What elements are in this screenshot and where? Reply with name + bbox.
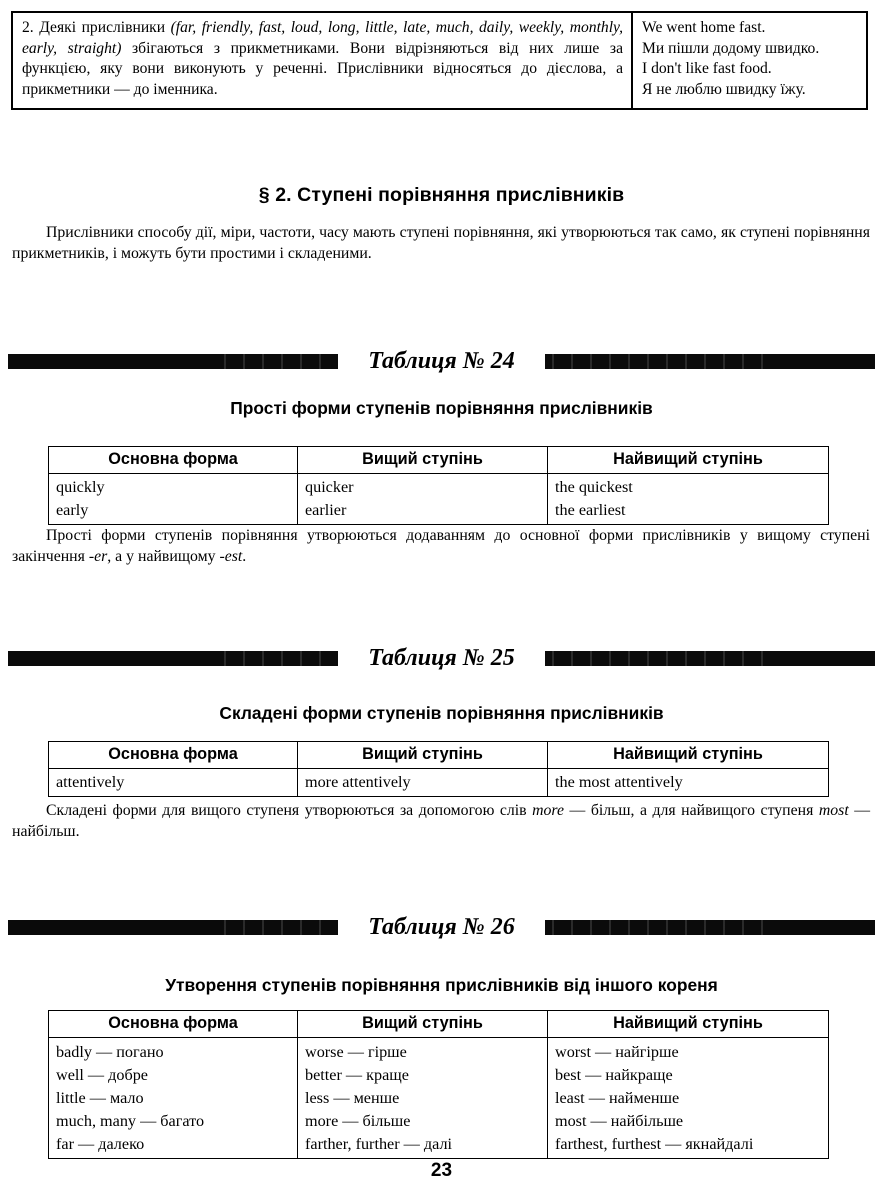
cell-comparative: farther, further — далі [298, 1133, 548, 1159]
table-24 [48, 446, 829, 525]
note-text-part2: збігаються з прикметниками. Вони відрізняються від них лише за функцією, яку вони виконують у реченні. Прислівники відносяться до дієслова, а прикметники — до іменника. [22, 39, 623, 99]
table-header-row [49, 1011, 829, 1038]
note-plain-2: — більш, а для найвищого ступеня [564, 802, 819, 819]
cell-comparative: quicker [298, 474, 548, 500]
cell-base-form: much, many — багато [49, 1110, 298, 1133]
cell-superlative: worst — найгірше [548, 1038, 829, 1065]
cell-base-form: early [49, 499, 298, 525]
cell-comparative: worse — гірше [298, 1038, 548, 1065]
cell-base-form: attentively [49, 769, 298, 797]
banner-bar-right [545, 920, 875, 935]
column-header-base-form: Основна форма [49, 447, 298, 474]
cell-comparative: better — краще [298, 1064, 548, 1087]
column-header-base-form: Основна форма [49, 1011, 298, 1038]
table-row [49, 1087, 829, 1110]
column-header-superlative: Найвищий ступінь [548, 447, 829, 474]
cell-base-form: quickly [49, 474, 298, 500]
cell-superlative: best — найкраще [548, 1064, 829, 1087]
table-row [49, 769, 829, 797]
cell-superlative: farthest, furthest — якнайдалі [548, 1133, 829, 1159]
example-line: Я не люблю швидку їжу. [642, 81, 806, 99]
table-26 [48, 1010, 829, 1159]
cell-base-form: far — далеко [49, 1133, 298, 1159]
cell-base-form: little — мало [49, 1087, 298, 1110]
cell-comparative: more — більше [298, 1110, 548, 1133]
cell-comparative: less — менше [298, 1087, 548, 1110]
column-header-base-form: Основна форма [49, 742, 298, 769]
table-header-row [49, 742, 829, 769]
table-banner-title: Таблиця № 25 [356, 645, 527, 672]
note-plain-2: , а у найвищому [107, 548, 220, 566]
banner-bar-right [545, 651, 875, 666]
cell-comparative: earlier [298, 499, 548, 525]
note-box-rule-cell [13, 13, 633, 108]
column-header-superlative: Найвищий ступінь [548, 742, 829, 769]
column-header-comparative: Вищий ступінь [298, 1011, 548, 1038]
table-row [49, 1110, 829, 1133]
cell-superlative: least — найменше [548, 1087, 829, 1110]
cell-base-form: well — добре [49, 1064, 298, 1087]
table-row [49, 1038, 829, 1065]
column-header-comparative: Вищий ступінь [298, 447, 548, 474]
section-heading: § 2. Ступені порівняння прислівників [258, 184, 625, 206]
table-banner-title: Таблиця № 24 [356, 348, 527, 375]
note-italic-adverb-list: (far, friendly, fast, loud, long, little, late, much, daily, weekly, monthly, early, straight) [22, 19, 623, 57]
example-line: We went home fast. [642, 19, 766, 36]
cell-comparative: more attentively [298, 769, 548, 797]
banner-bar-left [8, 354, 338, 369]
note-plain-1: Прості форми ступенів порівняння утворюються додаванням до основної форми прислівників у вищому ступені закінчення [12, 527, 870, 566]
banner-bar-left [8, 920, 338, 935]
banner-bar-left [8, 651, 338, 666]
cell-superlative: the quickest [548, 474, 829, 500]
note-plain-3: — найбільш. [12, 802, 871, 841]
table-banner-26 [8, 911, 875, 943]
table-row [49, 1064, 829, 1087]
note-item-number: 2. [22, 19, 34, 36]
note-paragraph-24 [12, 525, 870, 567]
note-italic-est: -est [219, 548, 243, 566]
example-line: Ми пішли додому швидко. [642, 39, 820, 57]
cell-superlative: most — найбільше [548, 1110, 829, 1133]
note-italic-er: -er [88, 548, 108, 566]
table-banner-24 [8, 345, 875, 377]
banner-bar-right [545, 354, 875, 369]
note-paragraph-25 [12, 800, 870, 842]
table-caption-25: Складені форми ступенів порівняння прислівників [219, 703, 664, 723]
note-box-example-cell [633, 13, 866, 108]
cell-base-form: badly — погано [49, 1038, 298, 1065]
note-plain-3: . [242, 548, 247, 566]
note-italic-more: more [532, 802, 565, 819]
intro-paragraph: Прислівники способу дії, міри, частоти, часу мають ступені порівняння, які утворюються так само, як ступені порівняння прикметників, і можуть бути простими і складеними. [12, 224, 870, 263]
table-banner-25 [8, 642, 875, 674]
table-caption-24: Прості форми ступенів порівняння прислівників [230, 398, 653, 418]
note-italic-most: most [818, 802, 849, 819]
note-text-part1: Деякі прислівники [39, 19, 171, 36]
cell-superlative: the most attentively [548, 769, 829, 797]
column-header-comparative: Вищий ступінь [298, 742, 548, 769]
cell-superlative: the earliest [548, 499, 829, 525]
table-banner-title: Таблиця № 26 [356, 914, 527, 941]
column-header-superlative: Найвищий ступінь [548, 1011, 829, 1038]
table-25 [48, 741, 829, 797]
table-row [49, 474, 829, 500]
table-row [49, 1133, 829, 1159]
page-number: 23 [430, 1160, 453, 1181]
table-caption-26: Утворення ступенів порівняння прислівників від іншого кореня [165, 975, 718, 995]
example-line: I don't like fast food. [642, 60, 772, 78]
note-plain-1: Складені форми для вищого ступеня утворюються за допомогою слів [46, 802, 533, 819]
table-header-row [49, 447, 829, 474]
table-row [49, 499, 829, 525]
note-box-table [11, 11, 868, 110]
